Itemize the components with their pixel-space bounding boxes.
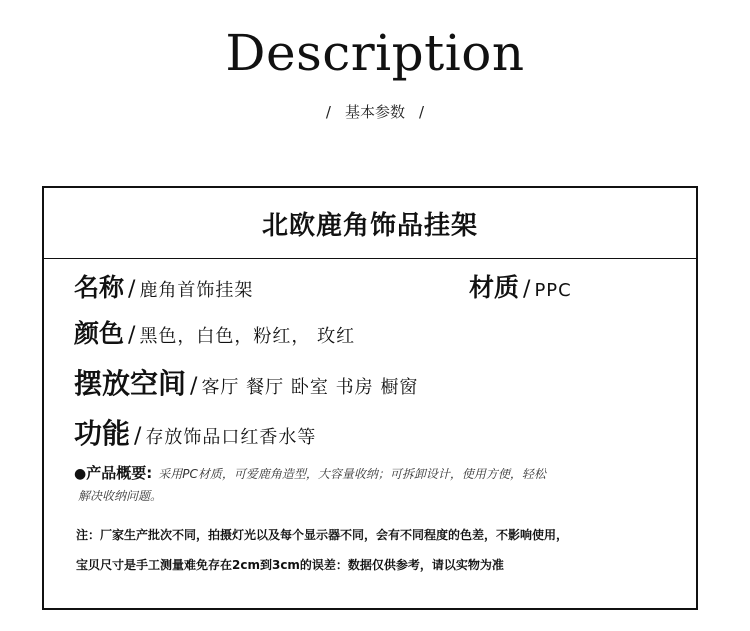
bullet-icon: ● (74, 466, 87, 482)
spec-box-heading: 北欧鹿角饰品挂架 (44, 188, 696, 259)
spec-separator: / (128, 323, 136, 348)
spec-box (42, 186, 698, 610)
overview-label: 产品概要 (86, 464, 147, 482)
spec-label-name: 名称 (74, 273, 125, 302)
note-line-1: 注：厂家生产批次不同，拍摄灯光以及每个显示器不同，会有不同程度的色差，不影响使用， (76, 528, 569, 542)
subtitle-slash-right: / (419, 103, 425, 121)
spec-row-function (74, 412, 316, 452)
spec-label-function: 功能 (74, 417, 131, 450)
spec-value-space: 客厅 餐厅 卧室 书房 橱窗 (201, 377, 419, 398)
spec-label-space: 摆放空间 (74, 367, 187, 400)
overview-text-line1: 采用PC材质，可爱鹿角造型，大容量收纳；可拆卸设计，使用方便，轻松 (158, 467, 546, 481)
spec-label-material: 材质 (469, 273, 520, 302)
page-title: Description (225, 24, 525, 82)
spec-separator: / (523, 277, 531, 302)
spec-row-space (74, 362, 418, 402)
overview-colon: : (146, 464, 153, 482)
subtitle-text: 基本参数 (344, 103, 405, 121)
spec-separator: / (190, 374, 198, 399)
overview-text-line2: 解决收纳问题。 (78, 489, 163, 503)
subtitle-slash-left: / (325, 103, 331, 121)
spec-value-color: 黑色，白色，粉红， 玫红 (139, 326, 356, 347)
spec-label-color: 颜色 (74, 319, 125, 348)
spec-separator: / (128, 277, 136, 302)
spec-row-name (74, 268, 253, 304)
spec-row-material (469, 268, 572, 304)
product-overview (74, 462, 674, 507)
spec-value-material: PPC (534, 280, 572, 301)
spec-row-color (74, 314, 355, 350)
spec-separator: / (134, 424, 142, 449)
page-subtitle (0, 101, 750, 122)
note-line-2: 宝贝尺寸是手工测量难免存在2cm到3cm的误差：数据仅供参考，请以实物为准 (76, 558, 504, 572)
spec-value-function: 存放饰品口红香水等 (145, 427, 317, 448)
spec-value-name: 鹿角首饰挂架 (139, 280, 254, 301)
